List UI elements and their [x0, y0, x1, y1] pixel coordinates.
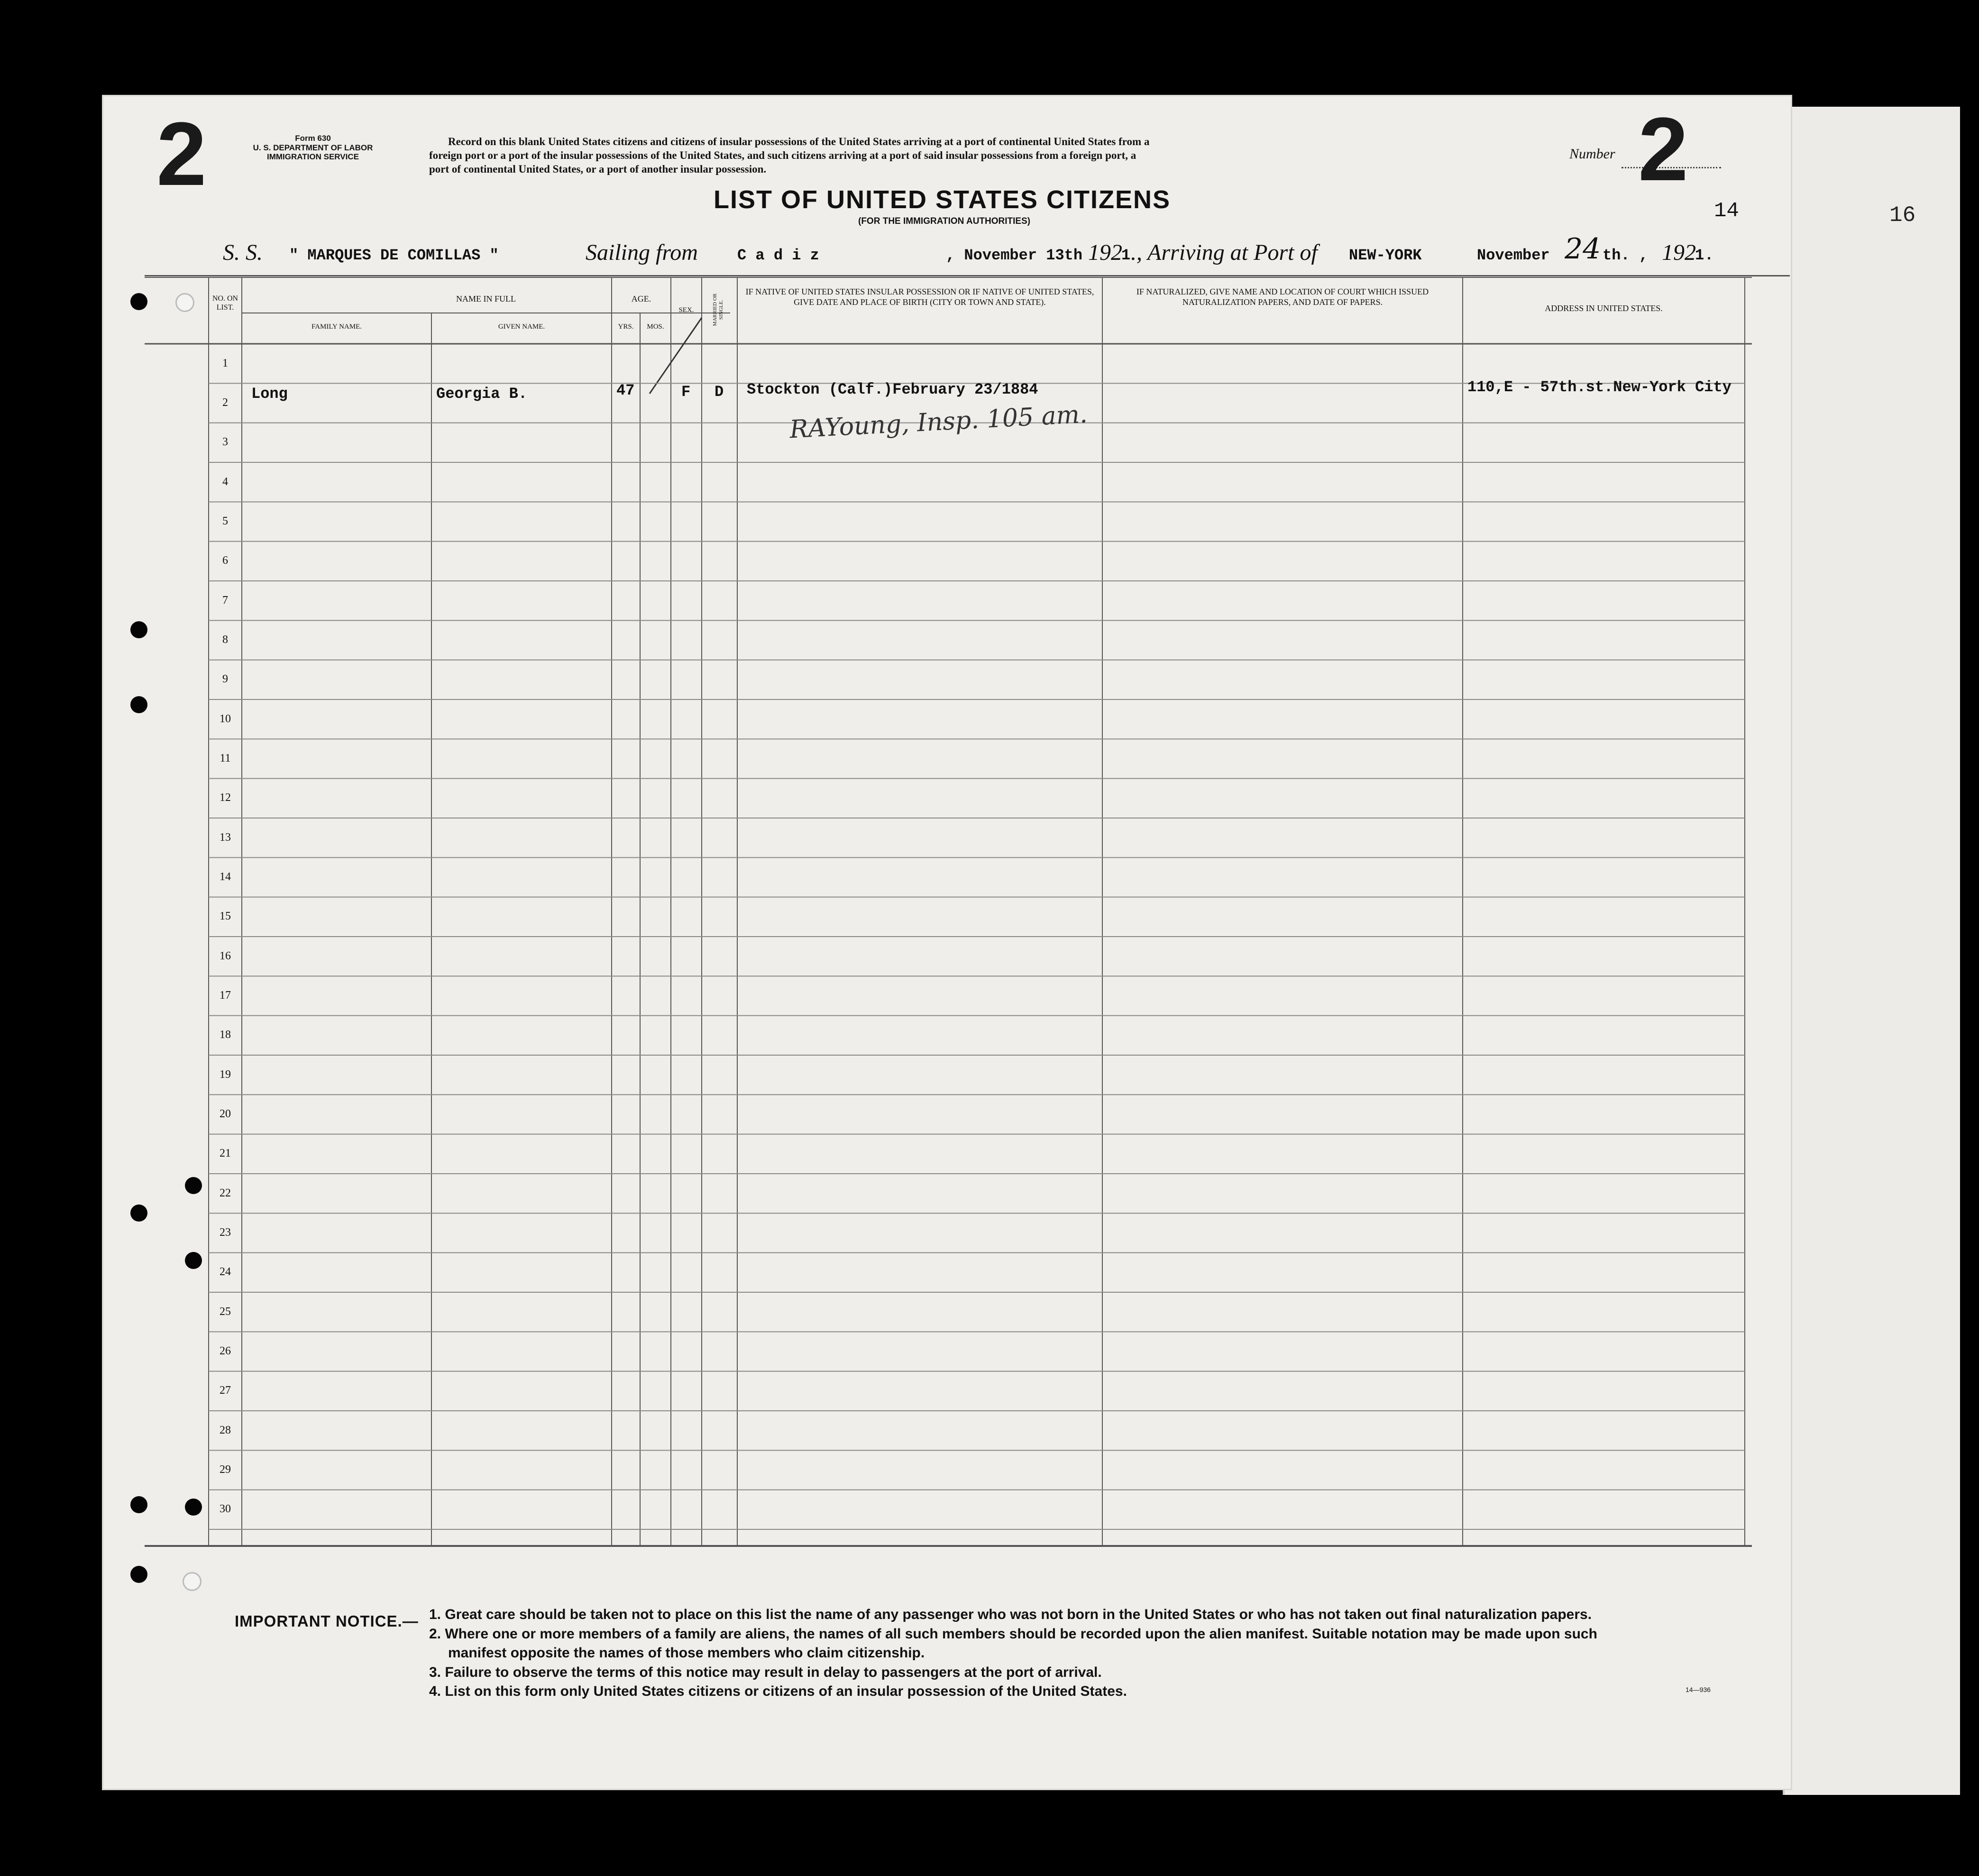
- row-number: 23: [220, 1226, 231, 1239]
- row-number: 18: [220, 1029, 231, 1041]
- row-number: 11: [220, 752, 231, 764]
- notice-item: 2. Where one or more members of a family are aliens, the names of all such members should be recorded upon the alien manifest. Suitable notation may be made upon such: [429, 1626, 1597, 1642]
- notice-item: manifest opposite the names of those members who claim citizenship.: [448, 1645, 925, 1661]
- binder-ring: [183, 1572, 202, 1591]
- row-number: 4: [222, 475, 228, 488]
- row-number: 9: [222, 673, 228, 686]
- header-yrs: YRS.: [618, 323, 634, 331]
- arrival-suffix: th. ,: [1603, 247, 1649, 264]
- row-number: 24: [220, 1266, 231, 1278]
- row-number: 10: [220, 712, 231, 725]
- sailing-from-label: Sailing from: [586, 240, 698, 265]
- ship-name: " MARQUES DE COMILLAS ": [289, 247, 499, 264]
- row-number: 12: [220, 791, 231, 804]
- entry-given-name: Georgia B.: [436, 385, 528, 403]
- row-number: 7: [222, 594, 228, 607]
- sailing-year-prefix: 192: [1088, 240, 1122, 265]
- back-page: [1783, 107, 1960, 1795]
- entry-family-name: Long: [251, 385, 288, 403]
- arrival-day: 24: [1565, 232, 1601, 266]
- row-number: 30: [220, 1503, 231, 1516]
- big-number-left: 2: [156, 104, 207, 204]
- sailing-from: C a d i z: [737, 247, 819, 264]
- header-naturalized: IF NATURALIZED, GIVE NAME AND LOCATION OF COURT WHICH ISSUED NATURALIZATION PAPERS, AND DATE OF PAPERS.: [1136, 287, 1429, 307]
- print-code: 14—936: [1686, 1686, 1711, 1693]
- notice-heading: IMPORTANT NOTICE.—: [235, 1612, 419, 1630]
- department-label: U. S. DEPARTMENT OF LABOR: [253, 143, 373, 152]
- record-note-line: Record on this blank United States citizens and citizens of insular possessions of the United States arriving at a port of continental United States from a: [448, 136, 1150, 147]
- arrival-year-prefix: 192: [1662, 240, 1696, 265]
- form-label: Form 630: [295, 134, 331, 143]
- number-label: Number: [1569, 146, 1615, 162]
- row-number: 1: [222, 357, 228, 369]
- notice-item: 1. Great care should be taken not to place on this list the name of any passenger who was not born in the United States or who has not taken out final naturalization papers.: [429, 1607, 1592, 1622]
- binder-hole: [130, 696, 147, 713]
- record-note-line: port of continental United States, or a port of another insular possession.: [429, 163, 767, 175]
- entry-birth: Stockton (Calf.)February 23/1884: [747, 381, 1038, 398]
- binder-hole: [130, 621, 147, 638]
- row-number: 28: [220, 1424, 231, 1436]
- row-number: 17: [220, 989, 231, 1002]
- arrival-year-digit: 1: [1695, 247, 1704, 264]
- manifest-sheet: [102, 95, 1792, 1790]
- header-name-in-full: NAME IN FULL: [456, 294, 516, 303]
- sailing-year-digit: 1: [1121, 247, 1131, 264]
- row-number: 14: [220, 871, 231, 883]
- notice-list: [429, 1605, 1757, 1701]
- row-number: 2: [222, 396, 228, 409]
- row-number: 21: [220, 1147, 231, 1160]
- row-number: 26: [220, 1345, 231, 1357]
- row-number: 8: [222, 634, 228, 646]
- notice-item: 3. Failure to observe the terms of this notice may result in delay to passengers at the port of arrival.: [429, 1664, 1102, 1680]
- row-number: 29: [220, 1463, 231, 1476]
- row-number: 27: [220, 1384, 231, 1397]
- header-no-on-list: NO. ON LIST.: [212, 294, 238, 312]
- arriving-port: NEW-YORK: [1349, 247, 1422, 264]
- row-number: 20: [220, 1108, 231, 1120]
- header-given-name: GIVEN NAME.: [498, 323, 545, 331]
- row-number: 6: [222, 554, 228, 567]
- number-value: 2: [1638, 99, 1688, 200]
- header-married-or-single: MARRIED OR SINGLE.: [712, 293, 724, 326]
- entry-sex: F: [681, 383, 691, 401]
- inspector-note: RAYoung, Insp. 105 am.: [788, 400, 1088, 444]
- binder-hole: [130, 293, 147, 310]
- binder-hole: [185, 1177, 202, 1194]
- row-number: 25: [220, 1305, 231, 1318]
- header-family-name: FAMILY NAME.: [312, 323, 362, 331]
- row-number: 15: [220, 910, 231, 923]
- arrival-end: .: [1704, 247, 1714, 264]
- header-sex: SEX.: [678, 306, 694, 314]
- record-note-line: foreign port or a port of the insular possessions of the United States, and such citizens arriving at a port of said insular possessions from a foreign port, a: [429, 149, 1136, 161]
- arriving-label: ., Arriving at Port of: [1131, 240, 1318, 265]
- page-title: LIST OF UNITED STATES CITIZENS: [714, 185, 1171, 214]
- row-number: 19: [220, 1068, 231, 1081]
- row-number: 13: [220, 831, 231, 844]
- row-number: 16: [220, 949, 231, 962]
- page-subtitle: (FOR THE IMMIGRATION AUTHORITIES): [858, 216, 1031, 226]
- entry-married-or-single: D: [715, 383, 724, 401]
- binder-hole: [185, 1499, 202, 1516]
- entry-age-yrs: 47: [616, 382, 635, 399]
- binder-ring: [175, 293, 194, 312]
- binder-hole: [130, 1496, 147, 1513]
- entry-address: 110,E - 57th.st.New-York City: [1467, 378, 1732, 396]
- row-number: 5: [222, 515, 228, 527]
- header-mos: MOS.: [647, 323, 664, 331]
- ledger-grid: [102, 95, 1792, 1790]
- binder-hole: [130, 1566, 147, 1583]
- sailing-date: , November 13th: [946, 247, 1083, 264]
- notice-item: 4. List on this form only United States citizens or citizens of an insular possession of the United States.: [429, 1683, 1127, 1699]
- header-native: IF NATIVE OF UNITED STATES INSULAR POSSESSION OR IF NATIVE OF UNITED STATES, GIVE DATE AND PLACE OF BIRTH (CITY OR TOWN AND STATE).: [745, 287, 1094, 307]
- service-label: IMMIGRATION SERVICE: [267, 152, 359, 162]
- header-age: AGE.: [631, 294, 651, 303]
- back-page-number: 16: [1889, 203, 1916, 228]
- header-address: ADDRESS IN UNITED STATES.: [1545, 303, 1663, 313]
- row-number: 3: [222, 436, 228, 449]
- binder-hole: [185, 1252, 202, 1269]
- arrival-month: November: [1477, 247, 1550, 264]
- ss-label: S. S.: [223, 240, 263, 265]
- page-number: 14: [1714, 199, 1739, 223]
- row-number: 22: [220, 1186, 231, 1199]
- binder-hole: [130, 1205, 147, 1222]
